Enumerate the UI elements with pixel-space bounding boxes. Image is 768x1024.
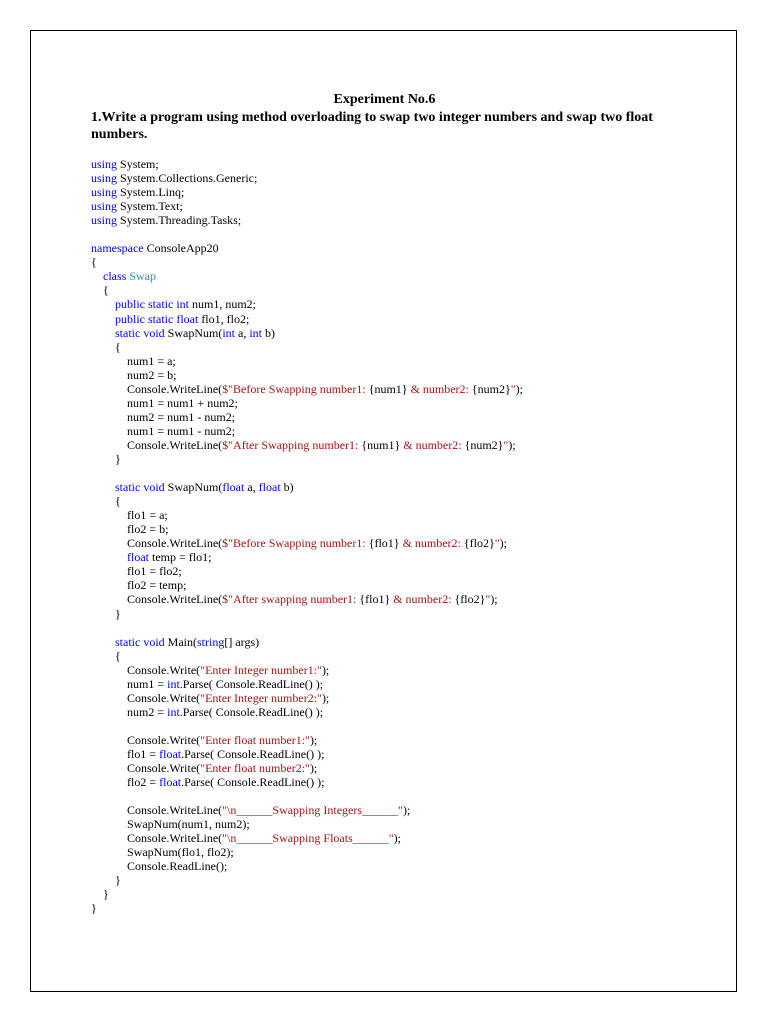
code-text: flo1 =	[91, 746, 160, 761]
code-text: flo1 = flo2;	[91, 564, 182, 579]
code-line	[91, 845, 731, 859]
code-line	[91, 550, 731, 564]
code-line	[91, 859, 731, 873]
code-type: Swap	[129, 269, 156, 284]
code-line	[91, 564, 731, 578]
code-line	[91, 312, 731, 326]
code-text: );	[309, 732, 318, 747]
code-text	[91, 297, 115, 311]
code-line	[91, 901, 731, 915]
code-text: Console.Write(	[91, 662, 201, 677]
code-line	[91, 677, 731, 691]
code-line	[91, 494, 731, 508]
code-line	[91, 396, 731, 410]
code-text: }	[91, 606, 121, 621]
code-line	[91, 171, 731, 185]
code-keyword: float	[127, 550, 149, 565]
code-line	[91, 578, 731, 592]
code-text: );	[309, 761, 318, 776]
code-text: .Parse( Console.ReadLine() );	[179, 676, 324, 691]
code-text: b)	[262, 325, 276, 340]
code-text: {flo1}	[359, 592, 391, 607]
code-line	[91, 340, 731, 354]
code-keyword: using	[91, 171, 118, 186]
code-text	[91, 480, 115, 494]
code-text: .Parse( Console.ReadLine() );	[181, 746, 325, 761]
code-line	[91, 803, 731, 817]
code-text: flo2 =	[91, 775, 160, 790]
code-text: num1 = num1 - num2;	[91, 423, 236, 438]
code-string: "\n______Swapping Integers______"	[222, 803, 403, 818]
code-line	[91, 452, 731, 466]
code-block	[91, 157, 731, 916]
code-string: "Enter float number1:"	[200, 732, 310, 747]
code-text: .Parse( Console.ReadLine() );	[181, 775, 325, 790]
code-text: }	[91, 873, 121, 888]
code-line	[91, 354, 731, 368]
code-text	[91, 635, 115, 649]
code-string: "Enter Integer number2:"	[200, 690, 322, 705]
code-line	[91, 466, 731, 480]
code-line	[91, 508, 731, 522]
code-string: "Enter Integer number1:"	[200, 662, 322, 677]
code-text: num2 =	[91, 704, 168, 719]
code-text: System;	[117, 157, 159, 171]
code-string: "Enter float number2:"	[200, 761, 310, 776]
code-text: }	[91, 887, 109, 902]
code-text: );	[393, 831, 401, 846]
code-keyword: using	[91, 185, 118, 200]
code-text: Console.WriteLine(	[91, 592, 223, 607]
code-line	[91, 241, 731, 255]
code-text: {num2}	[464, 437, 504, 452]
code-text: {flo2}	[454, 592, 486, 607]
code-line	[91, 213, 731, 227]
code-line	[91, 283, 731, 297]
code-text	[91, 312, 115, 326]
code-text: );	[490, 592, 498, 607]
code-text: Console.WriteLine(	[91, 536, 223, 551]
code-line	[91, 747, 731, 761]
code-keyword: float	[222, 480, 245, 495]
code-text: Console.ReadLine();	[91, 859, 228, 874]
code-line	[91, 817, 731, 831]
code-text	[91, 550, 127, 564]
code-keyword: namespace	[91, 241, 144, 256]
code-text: flo2 = temp;	[91, 578, 187, 593]
code-text: Console.WriteLine(	[91, 831, 223, 846]
code-keyword: using	[91, 199, 118, 214]
code-text: flo1 = a;	[91, 508, 168, 523]
document-title: Experiment No.6	[333, 92, 436, 107]
code-keyword: public static int	[115, 297, 189, 312]
code-text: {	[91, 283, 109, 298]
code-text: );	[321, 690, 330, 705]
code-line	[91, 255, 731, 269]
code-line	[91, 382, 731, 396]
code-text: );	[515, 381, 523, 396]
code-text: Console.WriteLine(	[91, 437, 223, 452]
code-line	[91, 887, 731, 901]
code-line	[91, 691, 731, 705]
code-text: num1 =	[91, 676, 168, 691]
code-text: {	[91, 339, 121, 354]
code-line	[91, 438, 731, 452]
code-line	[91, 649, 731, 663]
code-text: }	[91, 451, 121, 466]
code-text: Console.Write(	[91, 761, 201, 776]
code-keyword: static void	[115, 325, 165, 340]
code-text: System.Collections.Generic;	[117, 171, 258, 186]
code-line	[91, 705, 731, 719]
code-keyword: int	[167, 704, 180, 719]
code-text: {num1}	[368, 381, 408, 396]
code-keyword: float	[159, 746, 182, 761]
code-line	[91, 775, 731, 789]
code-text: {num1}	[361, 437, 401, 452]
code-keyword: using	[91, 157, 118, 171]
code-string: "\n______Swapping Floats______"	[222, 831, 394, 846]
code-text: );	[508, 437, 516, 452]
code-string: $"After Swapping number1:	[222, 437, 362, 452]
code-text: num1 = a;	[91, 353, 176, 368]
code-string: "	[510, 381, 516, 396]
code-line	[91, 789, 731, 803]
code-text: a,	[244, 480, 259, 495]
code-line	[91, 326, 731, 340]
code-line	[91, 227, 731, 241]
code-line	[91, 873, 731, 887]
code-text: }	[91, 901, 97, 916]
code-line	[91, 607, 731, 621]
code-text: .Parse( Console.ReadLine() );	[179, 704, 324, 719]
code-keyword: static void	[115, 634, 165, 649]
code-keyword: using	[91, 213, 118, 228]
code-text: num1, num2;	[189, 297, 257, 312]
code-text	[91, 269, 103, 283]
code-line	[91, 424, 731, 438]
code-text: SwapNum(num1, num2);	[91, 817, 250, 832]
code-text: Console.WriteLine(	[91, 381, 223, 396]
code-text: ConsoleApp20	[143, 241, 219, 256]
code-keyword: string	[197, 634, 225, 649]
code-string: & number2:	[407, 381, 472, 396]
code-text: flo1, flo2;	[198, 311, 250, 326]
code-keyword: class	[103, 269, 127, 284]
code-text: a,	[235, 325, 250, 340]
code-keyword: int	[249, 325, 263, 340]
code-text: b)	[280, 480, 294, 495]
code-text: Console.Write(	[91, 732, 201, 747]
code-line	[91, 297, 731, 311]
code-line	[91, 621, 731, 635]
code-line	[91, 536, 731, 550]
document-page	[30, 30, 737, 992]
code-line	[91, 592, 731, 606]
code-text: Console.Write(	[91, 690, 201, 705]
code-line	[91, 733, 731, 747]
code-text: SwapNum(flo1, flo2);	[91, 845, 234, 860]
code-text: num1 = num1 + num2;	[91, 395, 238, 410]
code-text: SwapNum(	[164, 325, 223, 340]
code-string: & number2:	[390, 592, 455, 607]
code-line	[91, 663, 731, 677]
code-text: Console.WriteLine(	[91, 803, 223, 818]
code-string: "	[503, 437, 509, 452]
code-text: );	[321, 662, 330, 677]
code-string: & number2:	[399, 536, 464, 551]
code-line	[91, 185, 731, 199]
code-keyword: int	[167, 676, 180, 691]
code-text: temp = flo1;	[149, 550, 212, 565]
code-keyword: int	[222, 325, 236, 340]
code-text: {flo2}	[463, 536, 495, 551]
code-text: flo2 = b;	[91, 522, 169, 537]
code-line	[91, 157, 731, 171]
code-line	[91, 410, 731, 424]
code-line	[91, 368, 731, 382]
code-string: "	[485, 592, 491, 607]
code-text: {	[91, 494, 121, 509]
code-text: );	[402, 803, 411, 818]
code-text: {	[91, 648, 121, 663]
code-text: );	[499, 536, 507, 551]
code-string: & number2:	[400, 437, 465, 452]
code-line	[91, 831, 731, 845]
code-string: $"Before Swapping number1:	[222, 381, 369, 396]
code-text: Main(	[164, 634, 197, 649]
code-string: "	[494, 536, 500, 551]
code-line	[91, 199, 731, 213]
code-keyword: float	[258, 480, 281, 495]
code-line	[91, 761, 731, 775]
code-line	[91, 269, 731, 283]
code-keyword: static void	[115, 480, 165, 495]
code-text: {flo1}	[368, 536, 400, 551]
code-text: SwapNum(	[164, 480, 223, 495]
code-text: {	[91, 255, 97, 270]
code-line	[91, 480, 731, 494]
question-text: 1.Write a program using method overloading to swap two integer numbers and swap two float numbers.	[91, 110, 653, 142]
code-text	[91, 326, 115, 340]
code-line	[91, 719, 731, 733]
code-keyword: public static float	[115, 311, 199, 326]
code-text: [] args)	[224, 634, 260, 649]
code-text: System.Linq;	[117, 185, 185, 200]
code-text: System.Threading.Tasks;	[117, 213, 242, 228]
code-text: System.Text;	[117, 199, 183, 214]
code-line	[91, 522, 731, 536]
code-string: $"After swapping number1:	[222, 592, 360, 607]
code-text: num2 = b;	[91, 367, 177, 382]
code-text: num2 = num1 - num2;	[91, 409, 236, 424]
code-string: $"Before Swapping number1:	[222, 536, 369, 551]
code-keyword: float	[159, 775, 182, 790]
code-text: {num2}	[471, 381, 511, 396]
code-line	[91, 635, 731, 649]
